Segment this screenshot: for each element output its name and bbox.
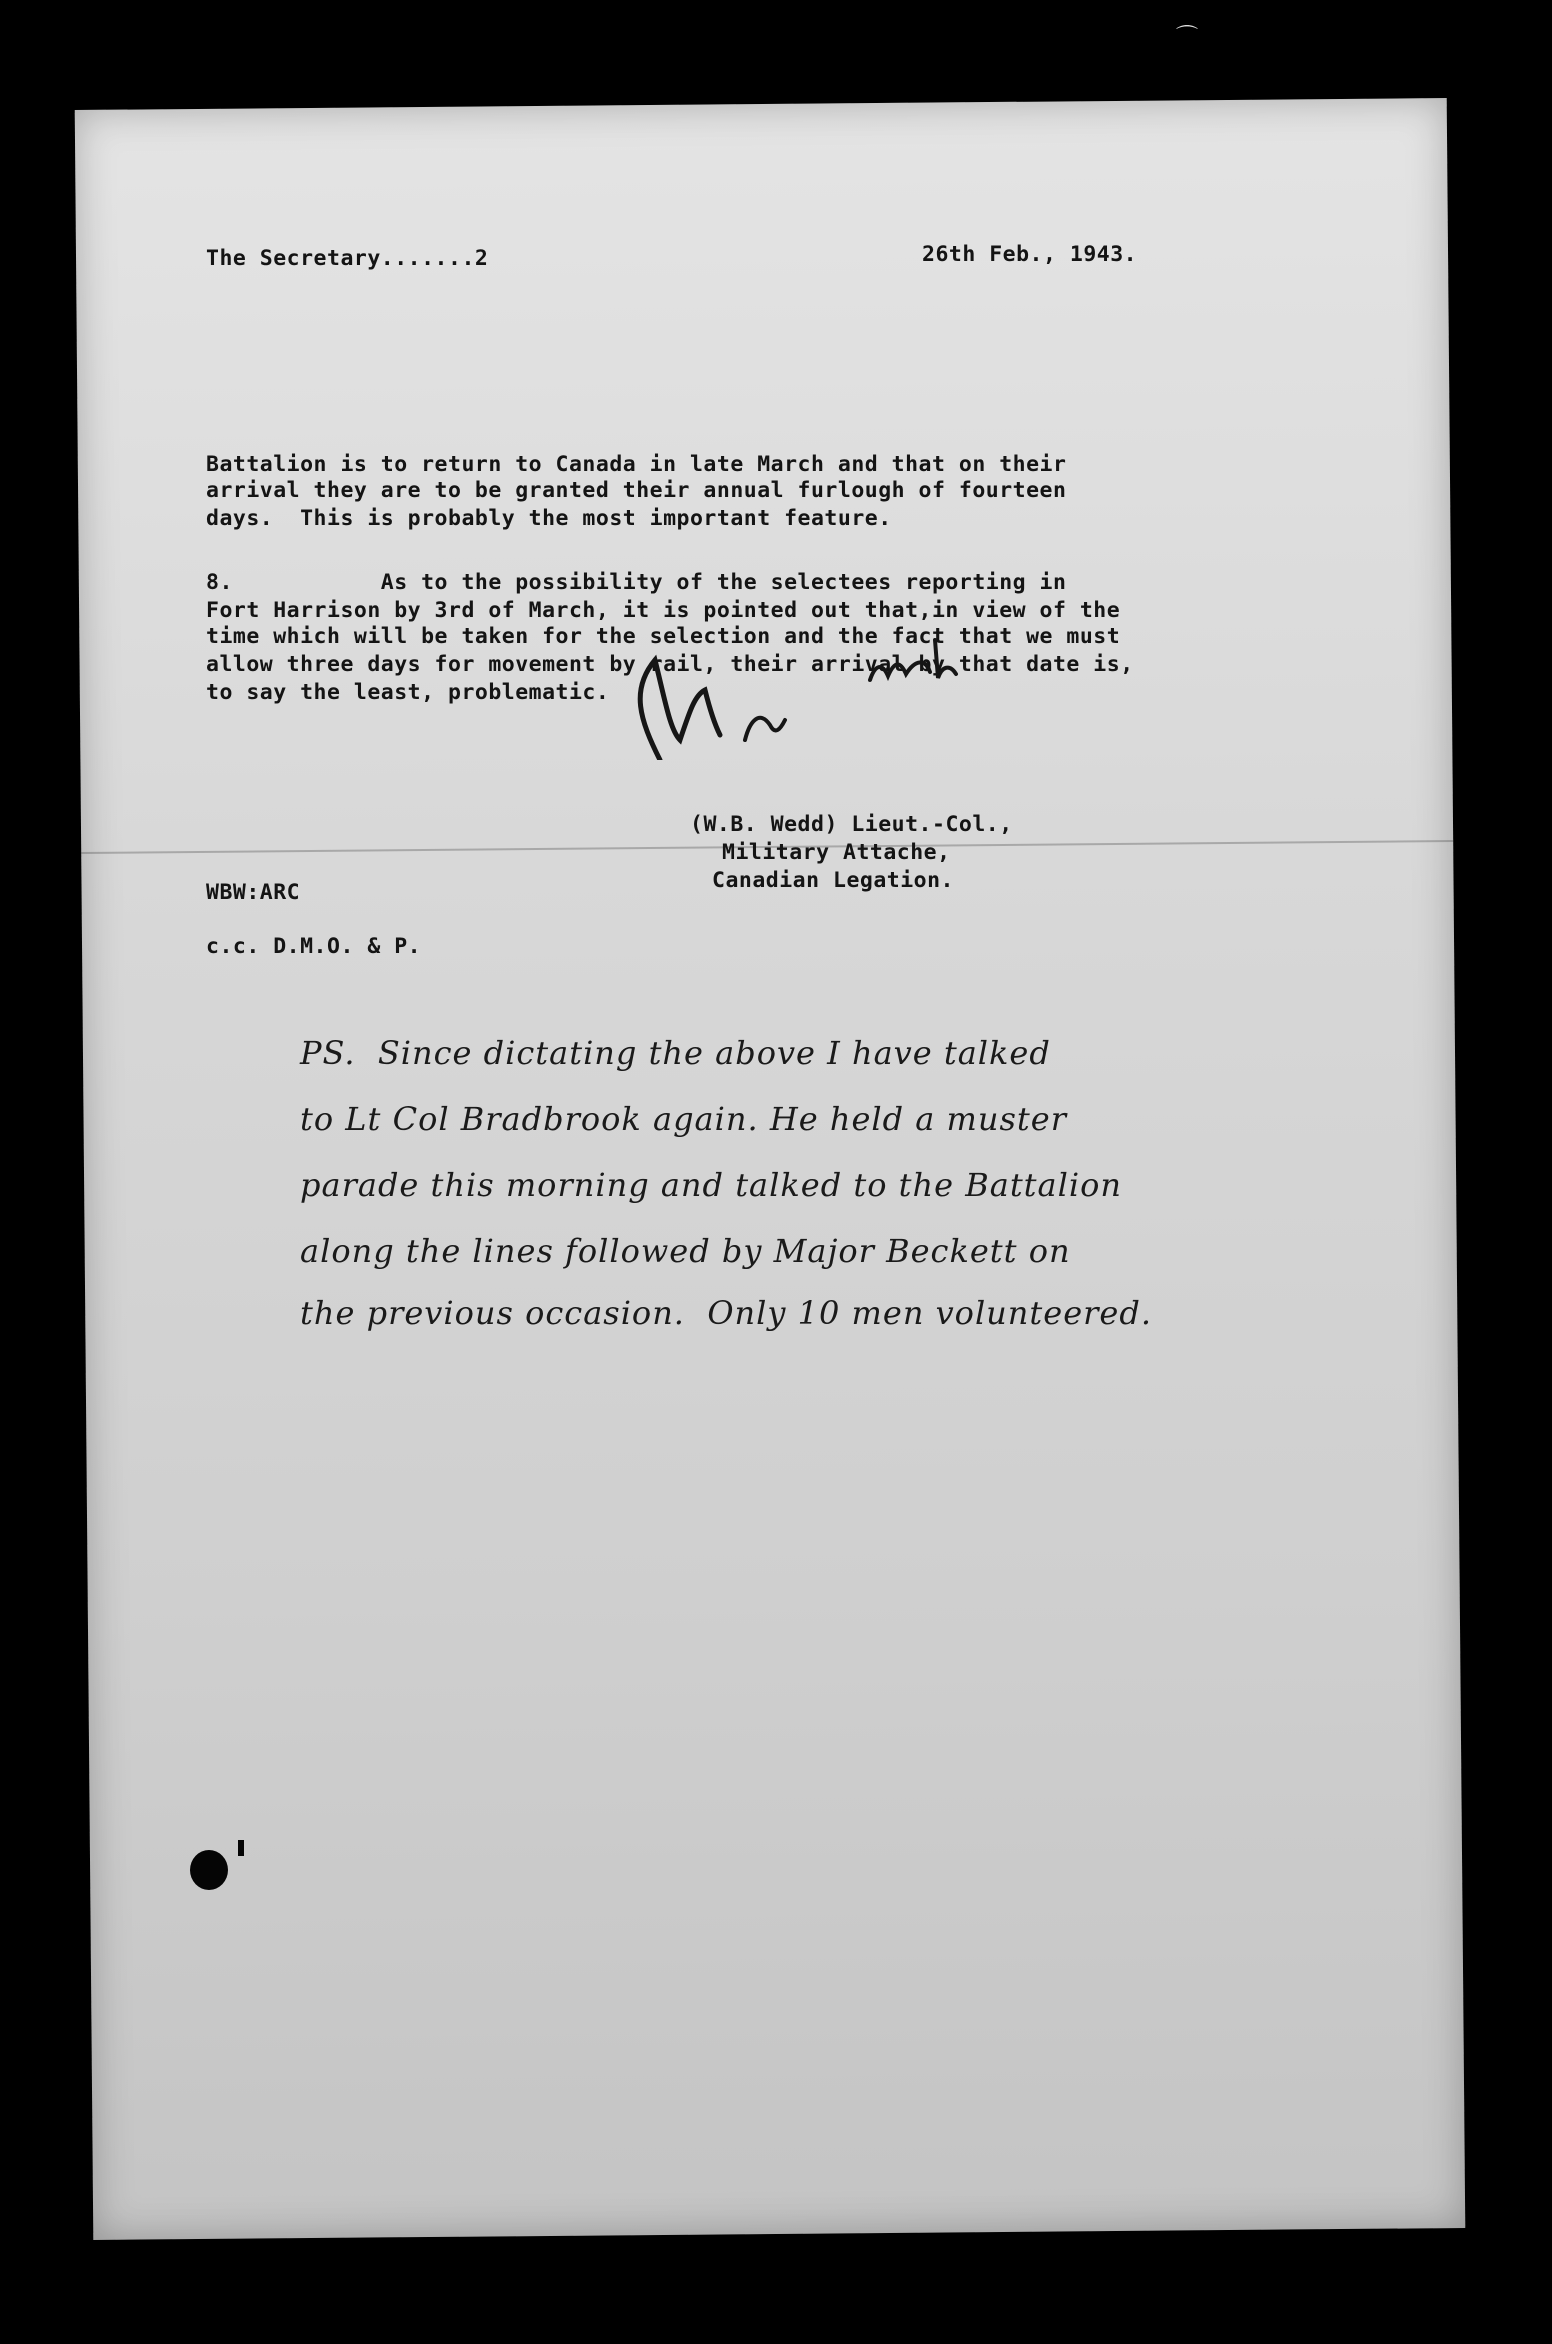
signatory-name: (W.B. Wedd) Lieut.-Col., (690, 812, 1013, 837)
body-line: time which will be taken for the selection and the fact that we must (206, 624, 1121, 649)
ink-mark (238, 1840, 244, 1856)
handwritten-signature (570, 600, 1030, 760)
handwritten-note-line: the previous occasion. Only 10 men volunteered. (300, 1294, 1153, 1332)
recipient-header: The Secretary.......2 (206, 246, 489, 271)
body-line: days. This is probably the most important feature. (206, 506, 892, 531)
body-line: Fort Harrison by 3rd of March, it is pointed out that,in view of the (206, 598, 1121, 623)
body-line: allow three days for movement by rail, their arrival by that date is, (206, 652, 1134, 677)
handwritten-note-line: to Lt Col Bradbrook again. He held a muster (300, 1100, 1067, 1138)
carbon-copy-line: c.c. D.M.O. & P. (206, 934, 422, 959)
body-line: arrival they are to be granted their annual furlough of fourteen (206, 478, 1067, 503)
handwritten-note-line: PS. Since dictating the above I have talked (300, 1034, 1051, 1072)
handwritten-note-line: parade this morning and talked to the Battalion (300, 1166, 1122, 1204)
reference-initials: WBW:ARC (206, 880, 301, 905)
letter-date: 26th Feb., 1943. (922, 242, 1138, 267)
signatory-office: Canadian Legation. (712, 868, 954, 893)
body-line: to say the least, problematic. (206, 680, 610, 705)
scan-corner-mark: ⌒ (1176, 25, 1199, 50)
body-line: 8. As to the possibility of the selectees reporting in (206, 570, 1067, 595)
ink-blot (190, 1850, 228, 1890)
body-line: Battalion is to return to Canada in late March and that on their (206, 452, 1067, 477)
handwritten-note-line: along the lines followed by Major Beckett on (300, 1232, 1071, 1270)
signatory-title: Military Attache, (722, 840, 951, 865)
